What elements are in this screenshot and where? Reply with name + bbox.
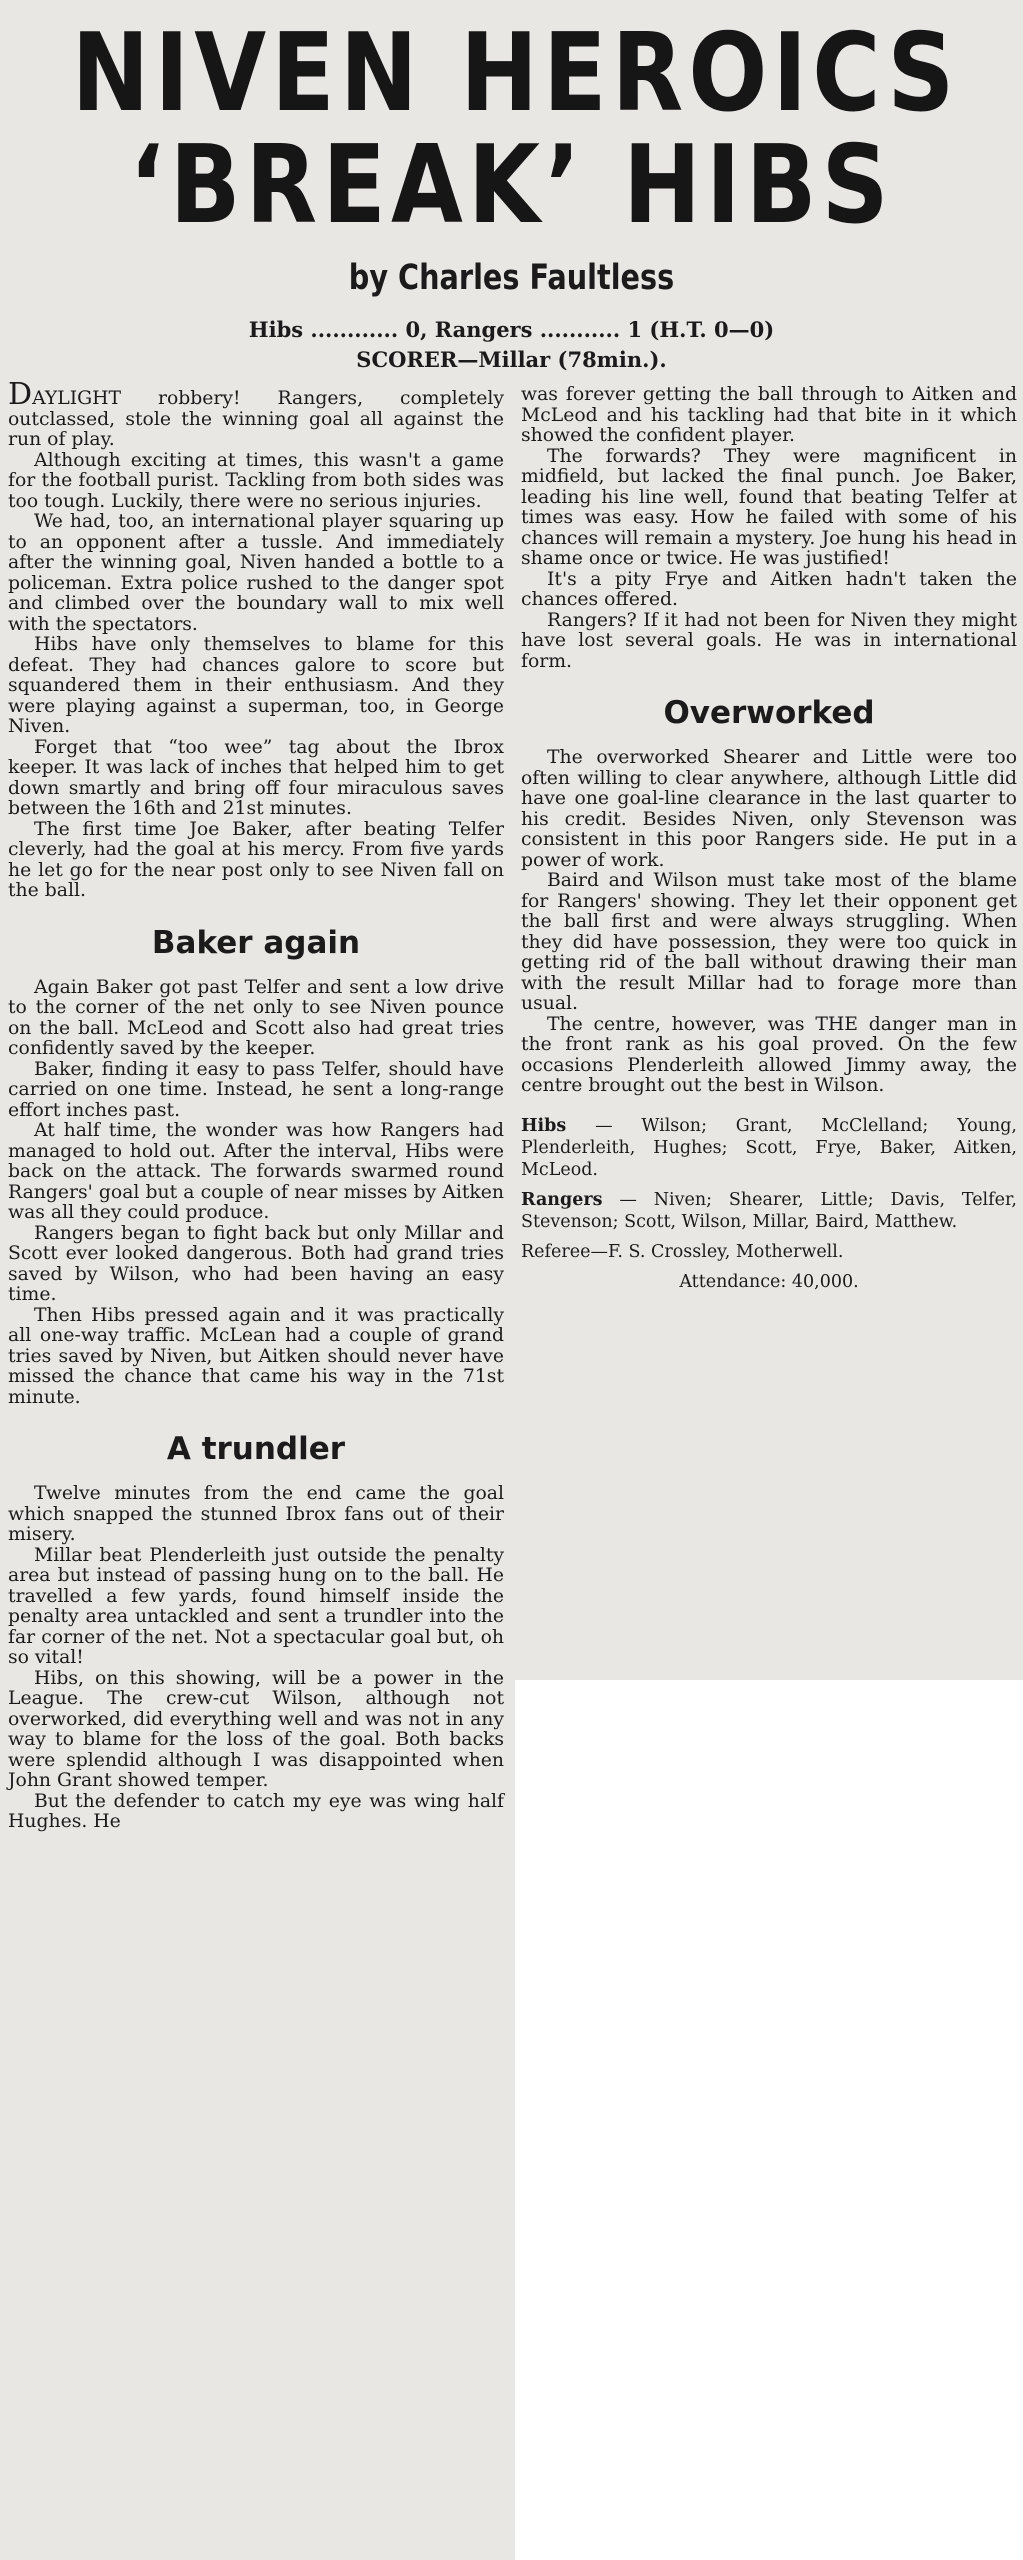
rangers-players: — Niven; Shearer, Little; Davis, Telfer, Stevenson; Scott, Wilson, Millar, Baird, Matthew. [521,1189,1017,1232]
hibs-players: — Wilson; Grant, McClelland; Young, Plenderleith, Hughes; Scott, Frye, Baker, Aitken, McLeod. [521,1115,1017,1180]
rangers-lineup [521,1189,1017,1233]
left-column [8,377,504,1833]
team-name-rangers: Rangers [521,1189,603,1210]
scorer: SCORER—Millar (78min.). [356,347,667,372]
paragraph: Twelve minutes from the end came the goal which snapped the stunned Ibrox fans out of their misery. [8,1483,504,1545]
paragraph: Then Hibs pressed again and it was practically all one-way traffic. McLean had a couple of grand tries saved by Niven, but Aitken should never have missed the chance that came his way in the 71st minute. [8,1304,504,1408]
paragraph: The forwards? They were magnificent in midfield, but lacked the final punch. Joe Baker, leading his line well, found that beating Telfer at times was easy. How he failed with some of his chances will remain a mystery. Joe hung his head in shame once or twice. He was justified! [521,445,1017,569]
attendance-line: Attendance: 40,000. [679,1271,859,1292]
subheading-a-trundler: A trundler [166,1431,346,1467]
paragraph: Hibs, on this showing, will be a power in the League. The crew-cut Wilson, although not overworked, did everything well and was not in any way to blame for the loss of the goal. Both backs were splendid although I was disappointed when John Grant showed temper. [8,1667,504,1791]
paragraph: But the defender to catch my eye was wing half Hughes. He [8,1790,504,1832]
blank-page-area [515,1680,1023,2560]
paragraph: Rangers? If it had not been for Niven they might have lost several goals. He was in international form. [521,609,1017,672]
paragraph: DAYLIGHT robbery! Rangers, completely outclassed, stole the winning goal all against the run of play. [8,377,504,450]
right-column [521,385,1017,1293]
team-lineups [521,1115,1017,1293]
paragraph: At half time, the wonder was how Rangers had managed to hold out. After the interval, Hibs were back on the attack. The forwards swarmed round Rangers' goal but a couple of near misses by Aitken was all they could produce. [8,1120,504,1223]
paragraph: It's a pity Frye and Aitken hadn't taken the chances offered. [521,568,1017,610]
score-line [0,315,1023,375]
referee-line: Referee—F. S. Crossley, Motherwell. [521,1241,844,1262]
hibs-lineup [521,1115,1017,1181]
paragraph: Forget that “too wee” tag about the Ibrox keeper. It was lack of inches that helped him to get down smartly and bring off four miraculous saves between the 16th and 21st minutes. [8,736,504,819]
subheading-baker-again: Baker again [151,924,361,961]
result: Hibs ............ 0, Rangers ........... 1 (H.T. 0—0) [248,317,775,342]
paragraph: Baird and Wilson must take most of the blame for Rangers' showing. They let their opponent get the ball first and were always struggling. When they did have possession, they were too quick in getting rid of the ball without drawing their man with the result Millar had to forage more than usual. [521,870,1017,1014]
paragraph: The centre, however, was THE danger man in the front rank as his goal proved. On the few occasions Plenderleith allowed Jimmy away, the centre brought out the best in Wilson. [521,1013,1017,1096]
paragraph: We had, too, an international player squaring up to an opponent after a tussle. And immediately after the winning goal, Niven handed a bottle to a policeman. Extra police rushed to the danger spot and climbed over the boundary wall to mix well with the spectators. [8,511,504,635]
paragraph: Rangers began to fight back but only Millar and Scott ever looked dangerous. Both had grand tries saved by Wilson, who had been having an easy time. [8,1222,504,1305]
headline-line-2: ‘BREAK’ HIBS [129,123,894,248]
byline: by Charles Faultless [348,258,675,298]
paragraph: Baker, finding it easy to pass Telfer, should have carried on one time. Instead, he sent a long-range effort inches past. [8,1058,504,1121]
paragraph: The first time Joe Baker, after beating Telfer cleverly, had the goal at his mercy. From five yards he let go for the near post only to see Niven fall on the ball. [8,818,504,901]
headline-line-1: NIVEN HEROICS [71,11,960,136]
paragraph: The overworked Shearer and Little were too often willing to clear anywhere, although Little did have one goal-line clearance in the last quarter to his credit. Besides Niven, only Stevenson was consistent in this poor Rangers side. He put in a power of work. [521,747,1017,871]
paragraph: Hibs have only themselves to blame for this defeat. They had chances galore to score but squandered them in their enthusiasm. And they were playing against a superman, too, in George Niven. [8,634,504,737]
paragraph: Millar beat Plenderleith just outside the penalty area but instead of passing hung on to the ball. He travelled a few yards, found himself inside the penalty area untackled and sent a trundler into the far corner of the net. Not a spectacular goal but, oh so vital! [8,1544,504,1668]
paragraph: Although exciting at times, this wasn't a game for the football purist. Tackling from both sides was too tough. Luckily, there were no serious injuries. [8,449,504,512]
subheading-overworked: Overworked [663,695,875,731]
team-name-hibs: Hibs [521,1115,567,1136]
paragraph: was forever getting the ball through to Aitken and McLeod and his tackling had that bite in it which showed the confident player. [521,384,1017,446]
paragraph: Again Baker got past Telfer and sent a low drive to the corner of the net only to see Niven pounce on the ball. McLeod and Scott also had great tries confidently saved by the keeper. [8,976,504,1059]
